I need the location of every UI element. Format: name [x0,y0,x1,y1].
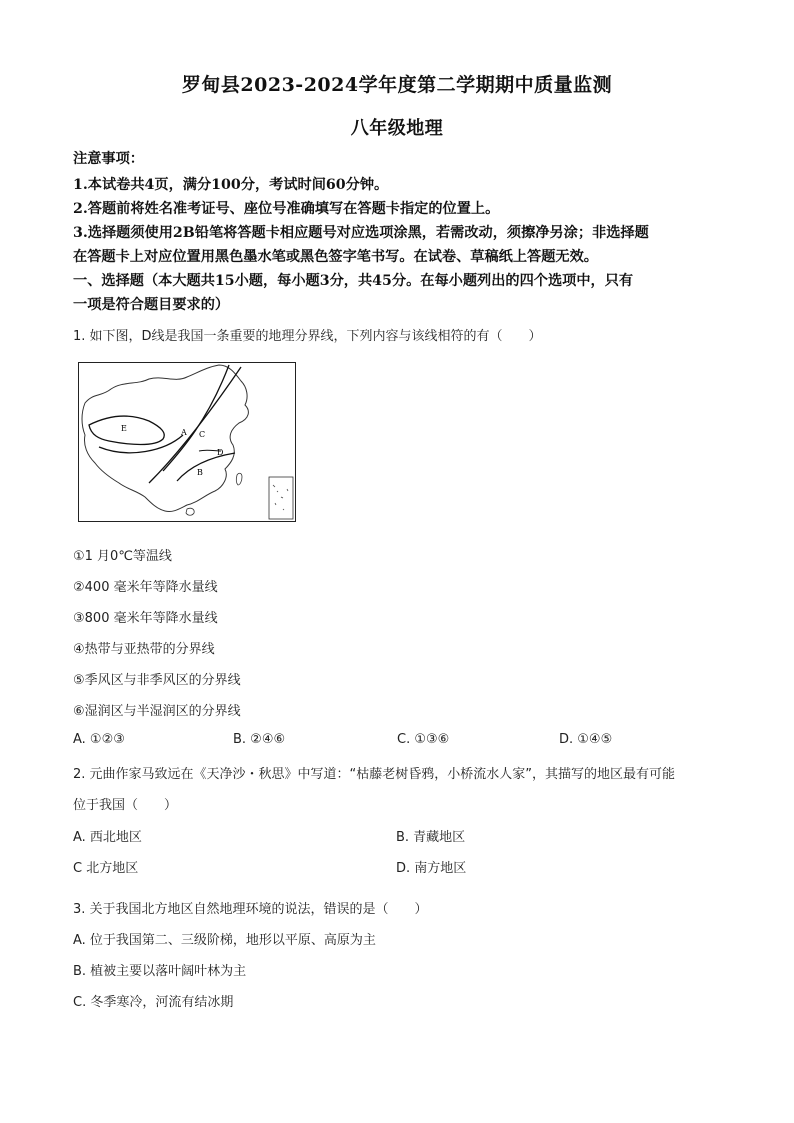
question-2-stem-cont: 位于我国（ ） [73,798,178,813]
china-map-figure [78,362,296,522]
q3-option-a[interactable]: A. 位于我国第二、三级阶梯，地形以平原、高原为主 [73,933,376,948]
china-map-drawing [79,363,295,521]
notice-item: 3.选择题须使用2B铅笔将答题卡相应题号对应选项涂黑，若需改动，须擦净另涂；非选择题 [73,225,649,241]
question-1-stem: 1. 如下图，D线是我国一条重要的地理分界线，下列内容与该线相符的有（ ） [73,329,542,344]
notice-item: 1.本试卷共4页，满分100分，考试时间60分钟。 [73,177,389,193]
q1-option-a[interactable]: A. ①②③ [73,732,125,747]
q1-statement: ⑤季风区与非季风区的分界线 [73,673,241,688]
q1-statement: ②400 毫米年等降水量线 [73,580,218,595]
q3-option-b[interactable]: B. 植被主要以落叶阔叶林为主 [73,964,247,979]
q2-options-row2 [73,857,733,877]
map-label-d: D [217,448,224,457]
notice-item: 在答题卡上对应位置用黑色墨水笔或黑色签字笔书写。在试卷、草稿纸上答题无效。 [73,249,598,265]
q1-statement: ④热带与亚热带的分界线 [73,642,215,657]
q1-option-d[interactable]: D. ①④⑤ [559,732,613,747]
south-china-sea-inset [269,477,293,519]
q2-option-c[interactable]: C 北方地区 [73,861,139,876]
q1-options [73,732,733,752]
q1-statement: ①1 月0℃等温线 [73,549,172,564]
map-label-a: A [181,428,187,437]
q2-options-row1 [73,826,733,846]
q1-statement: ③800 毫米年等降水量线 [73,611,218,626]
taiwan-island [236,473,242,485]
notice-heading: 注意事项： [73,151,144,167]
q1-option-c[interactable]: C. ①③⑥ [397,732,450,747]
china-outline [82,365,248,512]
hainan-island [186,508,194,515]
q1-option-b[interactable]: B. ②④⑥ [233,732,286,747]
question-2-stem: 2. 元曲作家马致远在《天净沙・秋思》中写道：“枯藤老树昏鸦，小桥流水人家”，其描写的地区最有可能 [73,767,676,782]
notice-item: 2.答题前将姓名准考证号、座位号准确填写在答题卡指定的位置上。 [73,201,500,217]
question-3-stem: 3. 关于我国北方地区自然地理环境的说法，错误的是（ ） [73,902,428,917]
q3-option-c[interactable]: C. 冬季寒冷，河流有结冰期 [73,995,234,1010]
q2-option-a[interactable]: A. 西北地区 [73,830,142,845]
map-label-e: E [121,424,127,433]
map-label-b: B [197,468,203,477]
section-heading-cont: 一项是符合题目要求的） [73,297,230,313]
exam-subtitle: 八年级地理 [350,118,444,139]
q2-option-d[interactable]: D. 南方地区 [396,861,467,876]
exam-title: 罗甸县2023-2024学年度第二学期期中质量监测 [181,74,613,96]
q2-option-b[interactable]: B. 青藏地区 [396,830,466,845]
line-d [149,367,241,483]
section-heading: 一、选择题（本大题共15小题，每小题3分，共45分。在每小题列出的四个选项中，只有 [73,273,634,289]
q1-statement: ⑥湿润区与半湿润区的分界线 [73,704,241,719]
map-label-c: C [199,430,206,439]
